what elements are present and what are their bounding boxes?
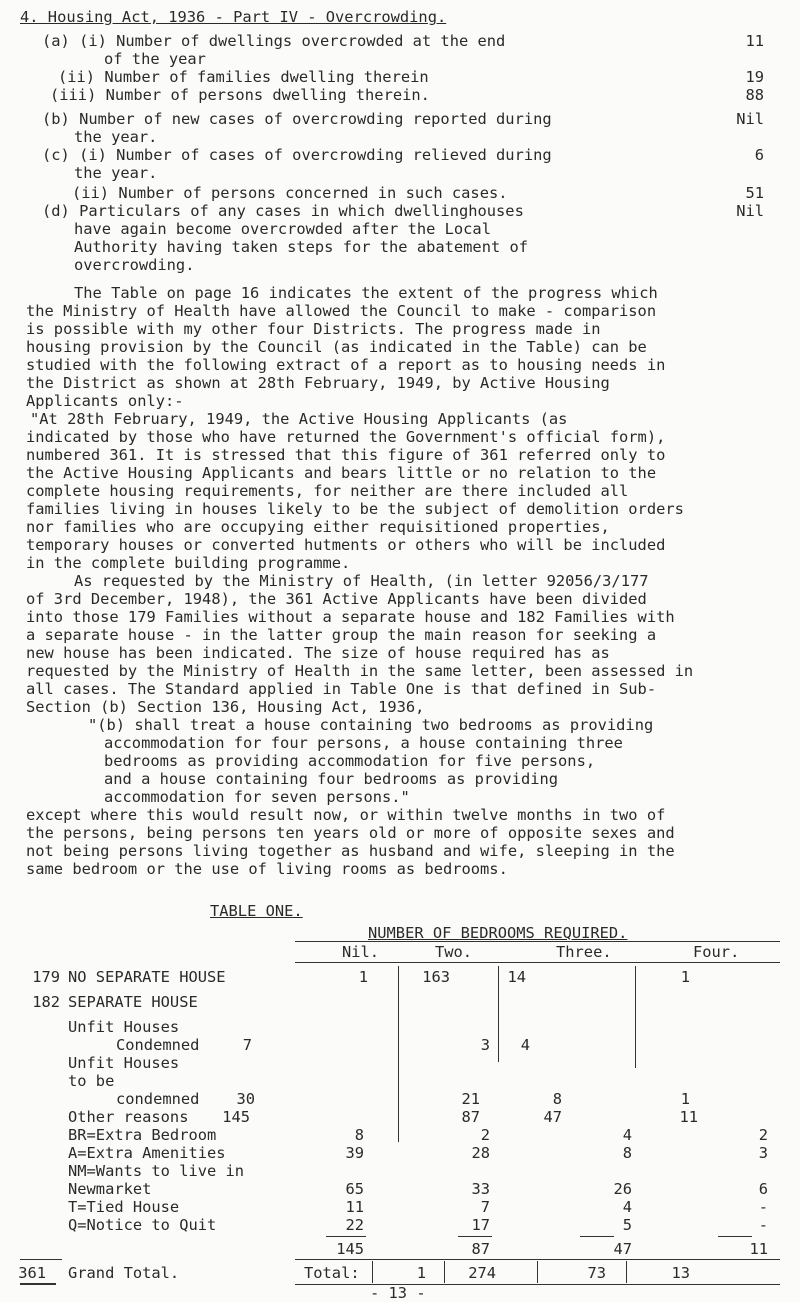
item-a-iii: (iii) Number of persons dwelling therein.: [50, 86, 430, 104]
item-d-cont-3: overcrowding.: [74, 256, 195, 274]
row-count: 179: [32, 968, 60, 986]
cell: 8: [622, 1144, 632, 1162]
paragraph-line: of 3rd December, 1948), the 361 Active Applicants have been divided: [26, 590, 647, 608]
cell: -: [758, 1198, 768, 1216]
cell: 8: [354, 1126, 364, 1144]
paragraph-line: housing provision by the Council (as indicated in the Table) can be: [26, 338, 647, 356]
cell: 3: [480, 1036, 490, 1054]
grand-cell: 274: [468, 1264, 496, 1282]
subtotal-cell: 145: [336, 1240, 364, 1258]
paragraph-line: indicated by those who have returned the Government's official form),: [26, 428, 666, 446]
table-rule: [295, 962, 780, 963]
row-count: 182: [32, 993, 60, 1011]
row-num: 145: [222, 1108, 250, 1126]
paragraph-line: accommodation for seven persons.": [104, 788, 410, 806]
row-label: Unfit Houses: [68, 1054, 180, 1072]
table-rule: [295, 941, 780, 942]
paragraph-line: families living in houses likely to be the subject of demolition orders: [26, 500, 684, 518]
cell: 47: [543, 1108, 562, 1126]
cell: 1: [680, 968, 690, 986]
item-d-cont-2: Authority having taken steps for the abatement of: [74, 238, 529, 256]
row-label: to be: [68, 1072, 115, 1090]
paragraph-line: accommodation for four persons, a house containing three: [104, 734, 623, 752]
grand-col-rule: [537, 1261, 538, 1283]
col-header-nil: Nil.: [342, 943, 380, 961]
item-d-value: Nil: [736, 202, 764, 220]
page-number: - 13 -: [370, 1284, 426, 1302]
cell: 3: [758, 1144, 768, 1162]
grand-col-rule: [626, 1261, 627, 1283]
row-label: SEPARATE HOUSE: [68, 993, 198, 1011]
cell: 4: [622, 1126, 632, 1144]
cell: 17: [471, 1216, 490, 1234]
item-b: (b) Number of new cases of overcrowding reported during: [42, 110, 552, 128]
paragraph-line: not being persons living together as husband and wife, sleeping in the: [26, 842, 675, 860]
table-col-rule: [635, 966, 636, 1068]
paragraph-line: the persons, being persons ten years old or more of opposite sexes and: [26, 824, 675, 842]
paragraph-line: Section (b) Section 136, Housing Act, 1936,: [26, 698, 425, 716]
paragraph-line: temporary houses or converted hutments or others who will be included: [26, 536, 666, 554]
item-c-i-cont: the year.: [74, 164, 158, 182]
item-a-i-cont: of the year: [104, 50, 206, 68]
grand-underline: [20, 1283, 56, 1285]
row-label: NO SEPARATE HOUSE: [68, 968, 226, 986]
paragraph-line: all cases. The Standard applied in Table One is that defined in Sub-: [26, 680, 657, 698]
paragraph-line: As requested by the Ministry of Health, (in letter 92056/3/177: [74, 572, 649, 590]
subtotal-rule: [458, 1236, 492, 1237]
cell: 2: [758, 1126, 768, 1144]
paragraph-line: numbered 361. It is stressed that this figure of 361 referred only to: [26, 446, 666, 464]
cell: 163: [422, 968, 450, 986]
item-b-value: Nil: [736, 110, 764, 128]
item-b-cont: the year.: [74, 128, 158, 146]
cell: 14: [507, 968, 526, 986]
item-d-cont-1: have again become overcrowded after the Local: [74, 220, 491, 238]
paragraph-line: "At 28th February, 1949, the Active Housing Applicants (as: [30, 410, 568, 428]
paragraph-line: and a house containing four bedrooms as providing: [104, 770, 559, 788]
paragraph-line: except where this would result now, or within twelve months in two of: [26, 806, 666, 824]
paragraph-line: same bedroom or the use of living rooms as bedrooms.: [26, 860, 508, 878]
item-a-iii-value: 88: [745, 86, 764, 104]
cell: 87: [461, 1108, 480, 1126]
row-label: T=Tied House: [68, 1198, 180, 1216]
paragraph-line: the District as shown at 28th February, 1949, by Active Housing: [26, 374, 610, 392]
subtotal-rule: [718, 1236, 752, 1237]
row-num: 30: [236, 1090, 255, 1108]
item-a-i-value: 11: [745, 32, 764, 50]
paragraph-line: is possible with my other four Districts. The progress made in: [26, 320, 601, 338]
col-header-four: Four.: [693, 943, 740, 961]
cell: 8: [552, 1090, 562, 1108]
col-header-three: Three.: [556, 943, 612, 961]
subtotal-cell: 47: [613, 1240, 632, 1258]
table-group-header: NUMBER OF BEDROOMS REQUIRED.: [368, 924, 628, 942]
row-label: condemned: [116, 1090, 200, 1108]
item-a-i: (a) (i) Number of dwellings overcrowded at the end: [42, 32, 506, 50]
cell: 22: [345, 1216, 364, 1234]
paragraph-line: the Ministry of Health have allowed the Council to make - comparison: [26, 302, 657, 320]
grand-col-rule: [372, 1261, 373, 1283]
cell: 1: [358, 968, 368, 986]
row-label: Newmarket: [68, 1180, 152, 1198]
row-label: Condemned: [116, 1036, 200, 1054]
subtotal-cell: 11: [749, 1240, 768, 1258]
row-label: A=Extra Amenities: [68, 1144, 226, 1162]
grand-rule: [295, 1259, 780, 1260]
paragraph-line: bedrooms as providing accommodation for five persons,: [104, 752, 596, 770]
paragraph-line: the Active Housing Applicants and bears little or no relation to the: [26, 464, 657, 482]
paragraph-line: complete housing requirements, for neither are there included all: [26, 482, 629, 500]
item-a-ii-value: 19: [745, 68, 764, 86]
grand-count: 361: [18, 1264, 46, 1282]
cell: 5: [622, 1216, 632, 1234]
item-c-ii: (ii) Number of persons concerned in such cases.: [72, 184, 508, 202]
cell: 6: [758, 1180, 768, 1198]
subtotal-rule: [326, 1236, 366, 1237]
cell: 39: [345, 1144, 364, 1162]
paragraph-line: into those 179 Families without a separate house and 182 Families with: [26, 608, 675, 626]
cell: 1: [680, 1090, 690, 1108]
cell: 21: [461, 1090, 480, 1108]
grand-cell: 73: [587, 1264, 606, 1282]
table-title: TABLE ONE.: [210, 902, 303, 920]
paragraph-line: Applicants only:-: [26, 392, 184, 410]
grand-rule: [20, 1259, 62, 1260]
col-header-two: Two.: [435, 943, 473, 961]
cell: -: [758, 1216, 768, 1234]
subtotal-cell: 87: [471, 1240, 490, 1258]
paragraph-line: a separate house - in the latter group the main reason for seeking a: [26, 626, 657, 644]
section-heading: 4. Housing Act, 1936 - Part IV - Overcrowding.: [20, 8, 447, 26]
row-num: 7: [242, 1036, 252, 1054]
row-label: BR=Extra Bedroom: [68, 1126, 217, 1144]
item-c-i: (c) (i) Number of cases of overcrowding relieved during: [42, 146, 552, 164]
item-a-ii: (ii) Number of families dwelling therein: [58, 68, 429, 86]
cell: 11: [345, 1198, 364, 1216]
row-label: Q=Notice to Quit: [68, 1216, 217, 1234]
cell: 11: [679, 1108, 698, 1126]
row-label: Other reasons: [68, 1108, 189, 1126]
paragraph-line: requested by the Ministry of Health in the same letter, been assessed in: [26, 662, 694, 680]
cell: 26: [613, 1180, 632, 1198]
paragraph-line: The Table on page 16 indicates the extent of the progress which: [74, 284, 658, 302]
grand-total-label: Total:: [304, 1264, 360, 1282]
subtotal-rule: [580, 1236, 614, 1237]
item-c-i-value: 6: [754, 146, 764, 164]
paragraph-line: studied with the following extract of a report as to housing needs in: [26, 356, 666, 374]
cell: 7: [480, 1198, 490, 1216]
item-d: (d) Particulars of any cases in which dwellinghouses: [42, 202, 524, 220]
paragraph-line: "(b) shall treat a house containing two bedrooms as providing: [88, 716, 654, 734]
item-c-ii-value: 51: [745, 184, 764, 202]
paragraph-line: new house has been indicated. The size of house required has as: [26, 644, 610, 662]
grand-cell: 1: [416, 1264, 426, 1282]
grand-label: Grand Total.: [68, 1264, 180, 1282]
cell: 28: [471, 1144, 490, 1162]
row-label: NM=Wants to live in: [68, 1162, 245, 1180]
grand-bottom-rule: [295, 1284, 780, 1285]
row-label: Unfit Houses: [68, 1018, 180, 1036]
cell: 4: [622, 1198, 632, 1216]
cell: 65: [345, 1180, 364, 1198]
cell: 2: [480, 1126, 490, 1144]
cell: 33: [471, 1180, 490, 1198]
paragraph-line: nor families who are occupying either requisitioned properties,: [26, 518, 610, 536]
table-col-rule: [398, 966, 399, 1142]
paragraph-line: in the complete building programme.: [26, 554, 351, 572]
cell: 4: [520, 1036, 530, 1054]
grand-cell: 13: [671, 1264, 690, 1282]
grand-col-rule: [444, 1261, 445, 1283]
